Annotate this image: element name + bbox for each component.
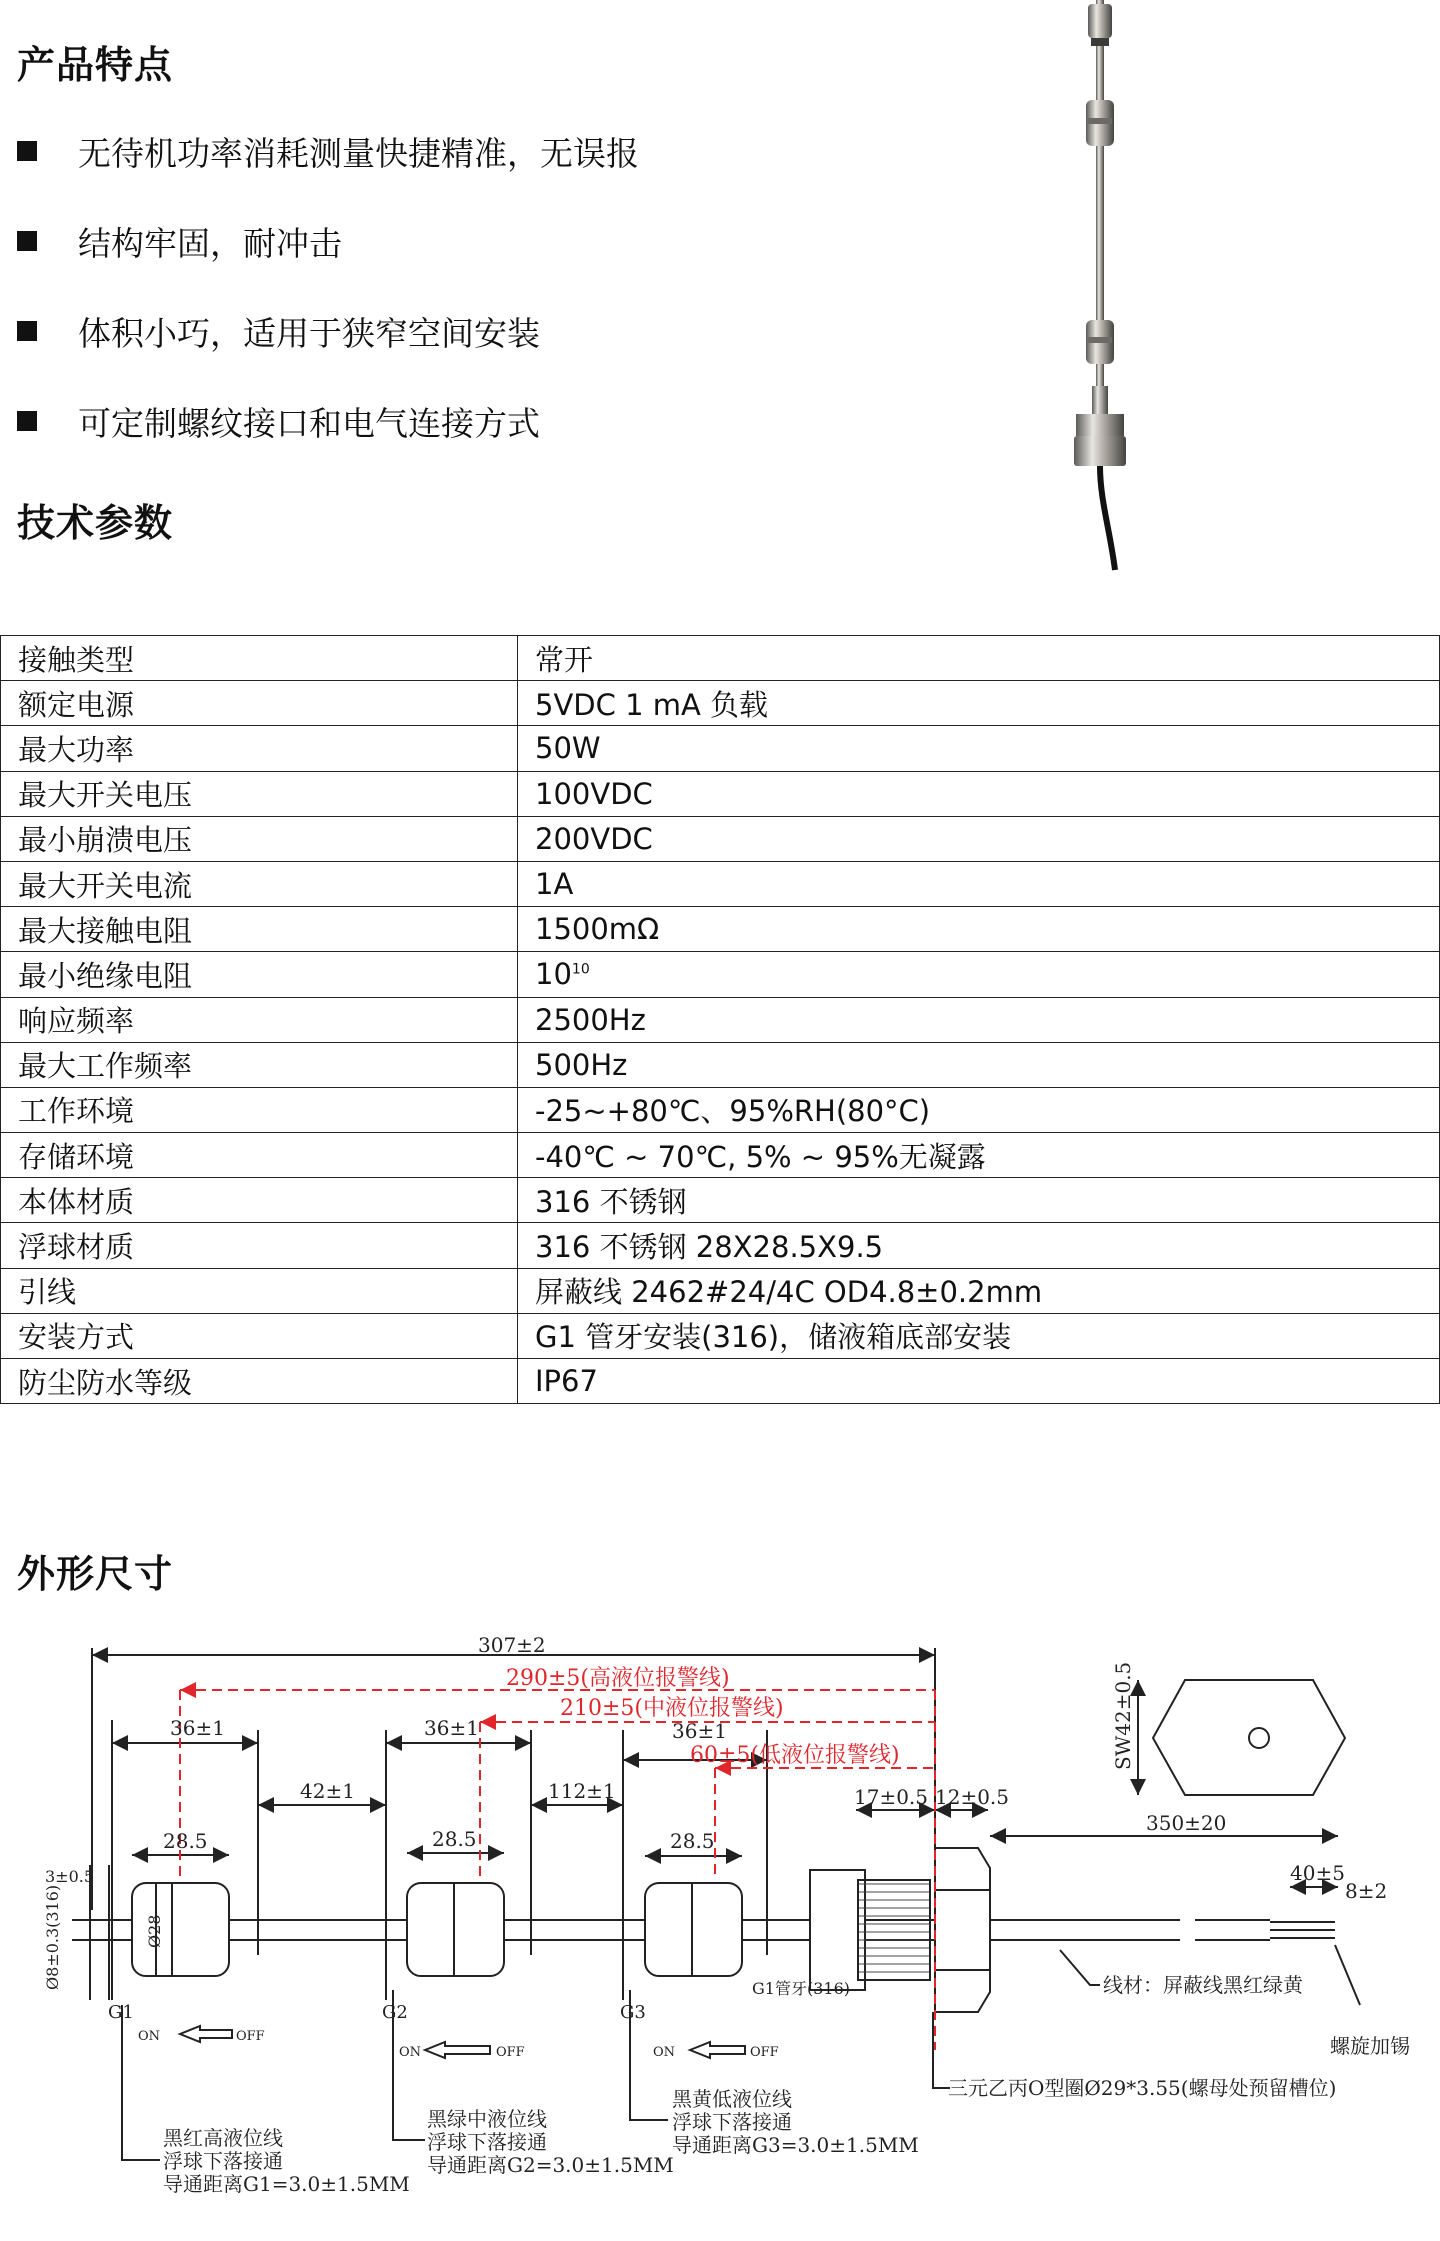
table-row [1, 861, 1440, 906]
table-row [1, 952, 1440, 997]
off-label-2: OFF [496, 2045, 525, 2060]
note2-line1: 黑绿中液位线 [427, 2107, 547, 2131]
spec-label: 最小绝缘电阻 [1, 952, 518, 997]
dim-gap-1: 42±1 [300, 1779, 355, 1803]
on-label-2: ON [399, 2045, 422, 2060]
table-row [1, 636, 1440, 681]
dim-float-width-2: 28.5 [432, 1827, 477, 1851]
spec-value: 316 不锈钢 [518, 1178, 1440, 1223]
square-bullet-icon [17, 231, 37, 251]
feature-item [17, 306, 540, 356]
square-bullet-icon [17, 411, 37, 431]
spec-label: 浮球材质 [1, 1223, 518, 1268]
spec-value: 50W [518, 726, 1440, 771]
dim-cable-len: 350±20 [1146, 1811, 1227, 1835]
dim-wire-end: 8±2 [1345, 1879, 1388, 1903]
dim-nut-len: 12±0.5 [935, 1785, 1010, 1809]
dim-sw: SW42±0.5 [1111, 1661, 1135, 1770]
g3-label: G3 [620, 2002, 646, 2023]
table-row [1, 1042, 1440, 1087]
spec-value: 常开 [518, 636, 1440, 681]
dim-float-width-1: 28.5 [163, 1829, 208, 1853]
spec-value: -40℃ ~ 70℃, 5% ~ 95%无凝露 [518, 1133, 1440, 1178]
thread-label: G1管牙(316) [752, 1979, 850, 1998]
spec-label: 引线 [1, 1268, 518, 1313]
dimensions-title: 外形尺寸 [17, 1552, 174, 1596]
feature-item [17, 126, 639, 176]
spec-value: IP67 [518, 1359, 1440, 1404]
feature-text: 可定制螺纹接口和电气连接方式 [78, 403, 540, 443]
spec-value: G1 管牙安装(316)，储液箱底部安装 [518, 1313, 1440, 1358]
table-row [1, 1133, 1440, 1178]
product-photo [1030, 0, 1170, 580]
spec-label: 接触类型 [1, 636, 518, 681]
specs-table [0, 635, 1440, 1404]
specs-title: 技术参数 [17, 501, 174, 545]
on-label-3: ON [653, 2045, 676, 2060]
cable-note: 线材：屏蔽线黑红绿黄 [1103, 1973, 1303, 1997]
table-row [1, 726, 1440, 771]
feature-item [17, 216, 342, 266]
note1-line2: 浮球下落接通 [163, 2149, 283, 2173]
features-title: 产品特点 [17, 43, 174, 87]
table-row [1, 1313, 1440, 1358]
spec-label: 最大开关电流 [1, 861, 518, 906]
spec-value: 100VDC [518, 771, 1440, 816]
dim-float-span-2: 36±1 [424, 1716, 479, 1740]
table-row [1, 1223, 1440, 1268]
note1-line3: 导通距离G1=3.0±1.5MM [163, 2172, 410, 2196]
spec-value: 500Hz [518, 1042, 1440, 1087]
dim-thread-len: 17±0.5 [854, 1785, 929, 1809]
table-row [1, 771, 1440, 816]
note3-line2: 浮球下落接通 [672, 2110, 792, 2134]
table-row [1, 816, 1440, 861]
spec-label: 安装方式 [1, 1313, 518, 1358]
off-label-3: OFF [750, 2045, 779, 2060]
dim-stem-dia: Ø8±0.3(316) [43, 1884, 62, 1990]
off-label-1: OFF [236, 2029, 265, 2044]
note1-line1: 黑红高液位线 [163, 2126, 283, 2150]
g1-label: G1 [108, 2002, 134, 2023]
spec-value: 1500mΩ [518, 907, 1440, 952]
spec-value-exponent: 10 [571, 961, 590, 978]
spec-value: 屏蔽线 2462#24/4C OD4.8±0.2mm [518, 1268, 1440, 1313]
dim-gap-2: 112±1 [548, 1779, 616, 1803]
spec-label: 最大功率 [1, 726, 518, 771]
spec-label: 工作环境 [1, 1087, 518, 1132]
square-bullet-icon [17, 141, 37, 161]
dim-stem-end: 3±0.5 [45, 1867, 95, 1886]
spec-label: 存储环境 [1, 1133, 518, 1178]
spec-value: 316 不锈钢 28X28.5X9.5 [518, 1223, 1440, 1268]
dim-float-span-3: 36±1 [672, 1719, 727, 1743]
on-label-1: ON [138, 2029, 161, 2044]
table-row [1, 681, 1440, 726]
table-row [1, 997, 1440, 1042]
spec-label: 最大开关电压 [1, 771, 518, 816]
spec-value: 5VDC 1 mA 负载 [518, 681, 1440, 726]
note2-line3: 导通距离G2=3.0±1.5MM [427, 2153, 674, 2177]
dim-total-length: 307±2 [478, 1633, 546, 1657]
spec-value: 1A [518, 861, 1440, 906]
feature-text: 体积小巧，适用于狭窄空间安装 [78, 313, 540, 353]
spec-value: 200VDC [518, 816, 1440, 861]
g2-label: G2 [382, 2002, 408, 2023]
spec-label: 最小崩溃电压 [1, 816, 518, 861]
table-row [1, 1178, 1440, 1223]
dim-strip-len: 40±5 [1290, 1861, 1345, 1885]
table-row [1, 907, 1440, 952]
note3-line1: 黑黄低液位线 [672, 2087, 792, 2111]
spec-value-base: 10 [535, 957, 572, 992]
table-row [1, 1359, 1440, 1404]
feature-text: 无待机功率消耗测量快捷精准，无误报 [78, 133, 639, 173]
oring-note: 三元乙丙O型圈Ø29*3.55(螺母处预留槽位) [948, 2076, 1337, 2100]
spec-value: 2500Hz [518, 997, 1440, 1042]
note2-line2: 浮球下落接通 [427, 2130, 547, 2154]
feature-text: 结构牢固，耐冲击 [78, 223, 342, 263]
high-alarm-label: 290±5(高液位报警线) [506, 1666, 730, 1691]
spec-label: 最大接触电阻 [1, 907, 518, 952]
dim-float-span-1: 36±1 [170, 1716, 225, 1740]
feature-item [17, 396, 540, 446]
mid-alarm-label: 210±5(中液位报警线) [560, 1696, 784, 1721]
spec-label: 响应频率 [1, 997, 518, 1042]
spec-label: 本体材质 [1, 1178, 518, 1223]
spec-label: 最大工作频率 [1, 1042, 518, 1087]
dimension-drawing [0, 1610, 1440, 2241]
spec-value: -25~+80℃、95%RH(80°C) [518, 1087, 1440, 1132]
spec-label: 额定电源 [1, 681, 518, 726]
spec-value [518, 952, 1440, 997]
table-row [1, 1087, 1440, 1132]
note3-line3: 导通距离G3=3.0±1.5MM [672, 2133, 919, 2157]
spec-label: 防尘防水等级 [1, 1359, 518, 1404]
table-row [1, 1268, 1440, 1313]
tin-note: 螺旋加锡 [1330, 2034, 1410, 2058]
dim-float-width-3: 28.5 [670, 1829, 715, 1853]
low-alarm-label: 60±5(低液位报警线) [690, 1743, 900, 1768]
square-bullet-icon [17, 321, 37, 341]
dim-float-dia: Ø28 [145, 1914, 164, 1948]
